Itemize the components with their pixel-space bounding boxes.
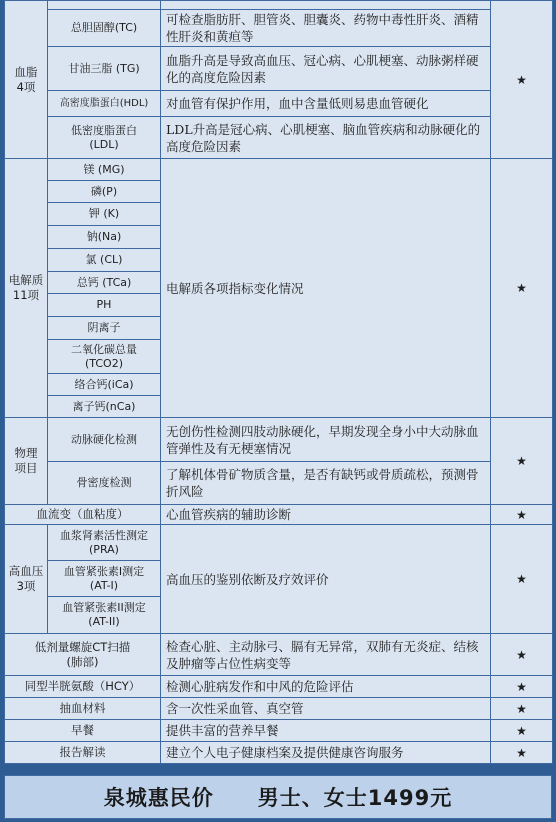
star-mark: ★	[491, 418, 553, 505]
item-name: PH	[48, 294, 161, 317]
star-mark: ★	[491, 720, 553, 742]
item-desc: 了解机体骨矿物质含量，是否有缺钙或骨质疏松，预测骨折风险	[161, 462, 491, 505]
item-desc: 血脂升高是导致高血压、冠心病、心肌梗塞、动脉粥样硬化的高度危险因素	[161, 47, 491, 91]
table-row	[5, 117, 553, 159]
item-name: 总胆固醇(TC)	[48, 10, 161, 47]
star-mark: ★	[491, 1, 553, 159]
star-mark: ★	[491, 505, 553, 525]
item-desc: 可检查脂肪肝、胆管炎、胆囊炎、药物中毒性肝炎、酒精性肝炎和黄疸等	[161, 10, 491, 47]
item-name: 早餐	[5, 720, 161, 742]
table-row	[5, 742, 553, 764]
table-row	[5, 634, 553, 676]
item-name: 骨密度检测	[48, 462, 161, 505]
item-name: 血管紧张素ⅠⅠ测定 (AT-ⅠⅠ)	[48, 597, 161, 634]
star-mark: ★	[491, 742, 553, 764]
item-name: 动脉硬化检测	[48, 418, 161, 462]
item-desc: 检测心脏病发作和中风的危险评估	[161, 676, 491, 698]
item-name: 血流变（血粘度）	[5, 505, 161, 525]
star-mark: ★	[491, 159, 553, 418]
star-mark: ★	[491, 525, 553, 634]
table-row	[5, 418, 553, 462]
table-row	[5, 720, 553, 742]
item-desc: 高血压的鉴别依断及疗效评价	[161, 525, 491, 634]
item-name: 报告解读	[5, 742, 161, 764]
item-desc: 提供丰富的营养早餐	[161, 720, 491, 742]
table-row	[5, 525, 553, 561]
item-name: 高密度脂蛋白(HDL)	[48, 91, 161, 117]
table-row	[5, 91, 553, 117]
item-name: 低密度脂蛋白 (LDL)	[48, 117, 161, 159]
item-name: 抽血材料	[5, 698, 161, 720]
table-row	[5, 698, 553, 720]
item-desc: 对血管有保护作用，血中含量低则易患血管硬化	[161, 91, 491, 117]
item-name: 血管紧张素Ⅰ测定 (AT-Ⅰ)	[48, 561, 161, 597]
table-row	[5, 10, 553, 47]
price-footer	[4, 775, 552, 819]
table-row	[5, 462, 553, 505]
table-row	[5, 47, 553, 91]
item-name: 镁 (MG)	[48, 159, 161, 181]
category-hypertension: 高血压 3项	[5, 525, 48, 634]
star-mark: ★	[491, 698, 553, 720]
item-name: 甘油三脂 (TG)	[48, 47, 161, 91]
item-name: 钾 (K)	[48, 203, 161, 226]
table-row	[5, 505, 553, 525]
price-sheet	[4, 0, 552, 822]
item-name: 络合钙(iCa)	[48, 374, 161, 396]
exam-items-table	[4, 0, 553, 764]
item-desc: 无创伤性检测四肢动脉硬化，早期发现全身小中大动脉血管弹性及有无梗塞情况	[161, 418, 491, 462]
item-desc: 检查心脏、主动脉弓、膈有无异常，双肺有无炎症、结核及肿瘤等占位性病变等	[161, 634, 491, 676]
item-name: 总钙 (TCa)	[48, 272, 161, 294]
item-desc: 含一次性采血管、真空管	[161, 698, 491, 720]
item-desc: 建立个人电子健康档案及提供健康咨询服务	[161, 742, 491, 764]
item-name: 氯 (CL)	[48, 249, 161, 272]
star-mark: ★	[491, 634, 553, 676]
item-desc: 电解质各项指标变化情况	[161, 159, 491, 418]
category-electrolyte: 电解质 11项	[5, 159, 48, 418]
item-name: 血浆肾素活性测定 (PRA)	[48, 525, 161, 561]
category-blood-lipid: 血脂 4项	[5, 1, 48, 159]
table-row	[5, 676, 553, 698]
item-name: 阴离子	[48, 317, 161, 340]
item-name: 钠(Na)	[48, 226, 161, 249]
item-name: 磷(P)	[48, 181, 161, 203]
item-name: 离子钙(nCa)	[48, 396, 161, 418]
category-physical: 物理 项目	[5, 418, 48, 505]
price-text: 泉城惠民价 男士、女士1499元	[103, 786, 453, 810]
table-row	[5, 159, 553, 181]
item-name: 低剂量螺旋CT扫描 (肺部)	[5, 634, 161, 676]
item-name: 二氧化碳总量 (TCO2)	[48, 340, 161, 374]
item-desc: LDL升高是冠心病、心肌梗塞、脑血管疾病和动脉硬化的高度危险因素	[161, 117, 491, 159]
item-name: 同型半胱氨酸（HCY）	[5, 676, 161, 698]
star-mark: ★	[491, 676, 553, 698]
item-desc: 心血管疾病的辅助诊断	[161, 505, 491, 525]
table-row	[5, 1, 553, 10]
